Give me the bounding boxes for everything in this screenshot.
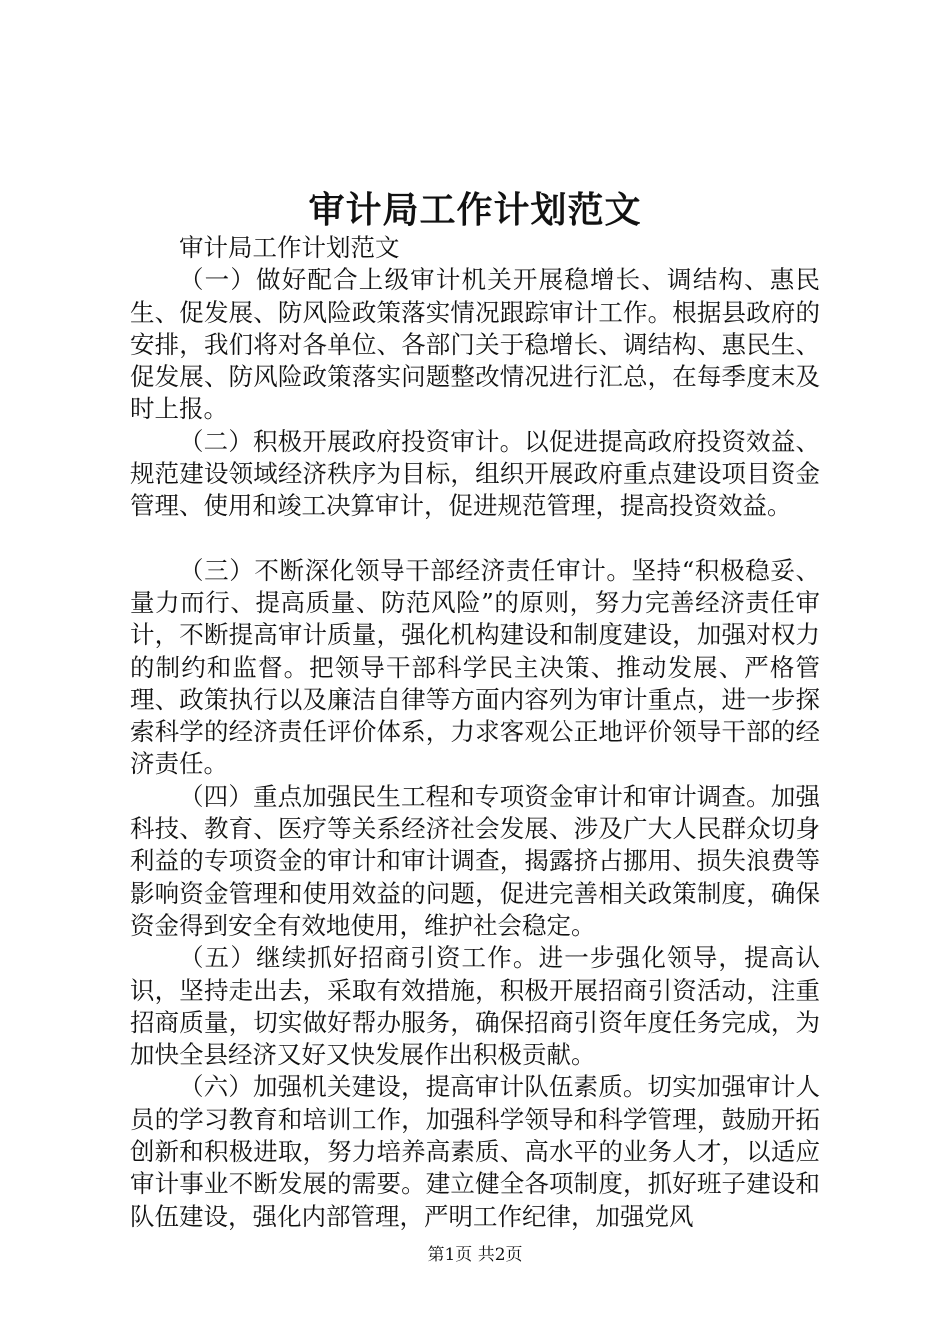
paragraph-6: （六）加强机关建设，提高审计队伍素质。切实加强审计人员的学习教育和培训工作，加强科学领导和科学管理，鼓励开拓创新和积极进取，努力培养高素质、高水平的业务人才，以适应审计事业不断发展的需要。建立健全各项制度，抓好班子建设和队伍建设，强化内部管理，严明工作纪律，加强党风: [130, 1072, 820, 1231]
paragraph-5: （五）继续抓好招商引资工作。进一步强化领导，提高认识，坚持走出去，采取有效措施，积极开展招商引资活动，注重招商质量，切实做好帮办服务，确保招商引资年度任务完成，为加快全县经济又好又快发展作出积极贡献。: [130, 943, 820, 1070]
page-title: 审计局工作计划范文: [308, 189, 642, 231]
page-number-footer: 第1页 共2页: [427, 1245, 523, 1265]
document-subtitle: 审计局工作计划范文: [179, 233, 400, 262]
paragraph-gap: [130, 523, 820, 555]
document-body: [130, 232, 820, 1233]
paragraph-1: （一）做好配合上级审计机关开展稳增长、调结构、惠民生、促发展、防风险政策落实情况跟踪审计工作。根据县政府的安排，我们将对各单位、各部门关于稳增长、调结构、惠民生、促发展、防风险政策落实问题整改情况进行汇总，在每季度末及时上报。: [130, 265, 820, 424]
paragraph-2: （二）积极开展政府投资审计。以促进提高政府投资效益、规范建设领域经济秩序为目标，组织开展政府重点建设项目资金管理、使用和竣工决算审计，促进规范管理，提高投资效益。: [130, 426, 820, 521]
paragraph-3: （三）不断深化领导干部经济责任审计。坚持“积极稳妥、量力而行、提高质量、防范风险”的原则，努力完善经济责任审计，不断提高审计质量，强化机构建设和制度建设，加强对权力的制约和监督。把领导干部科学民主决策、推动发展、严格管理、政策执行以及廉洁自律等方面内容列为审计重点，进一步探索科学的经济责任评价体系，力求客观公正地评价领导干部的经济责任。: [130, 555, 820, 779]
paragraph-4: （四）重点加强民生工程和专项资金审计和审计调查。加强科技、教育、医疗等关系经济社会发展、涉及广大人民群众切身利益的专项资金的审计和审计调查，揭露挤占挪用、损失浪费等影响资金管理和使用效益的问题，促进完善相关政策制度，确保资金得到安全有效地使用，维护社会稳定。: [130, 781, 820, 940]
